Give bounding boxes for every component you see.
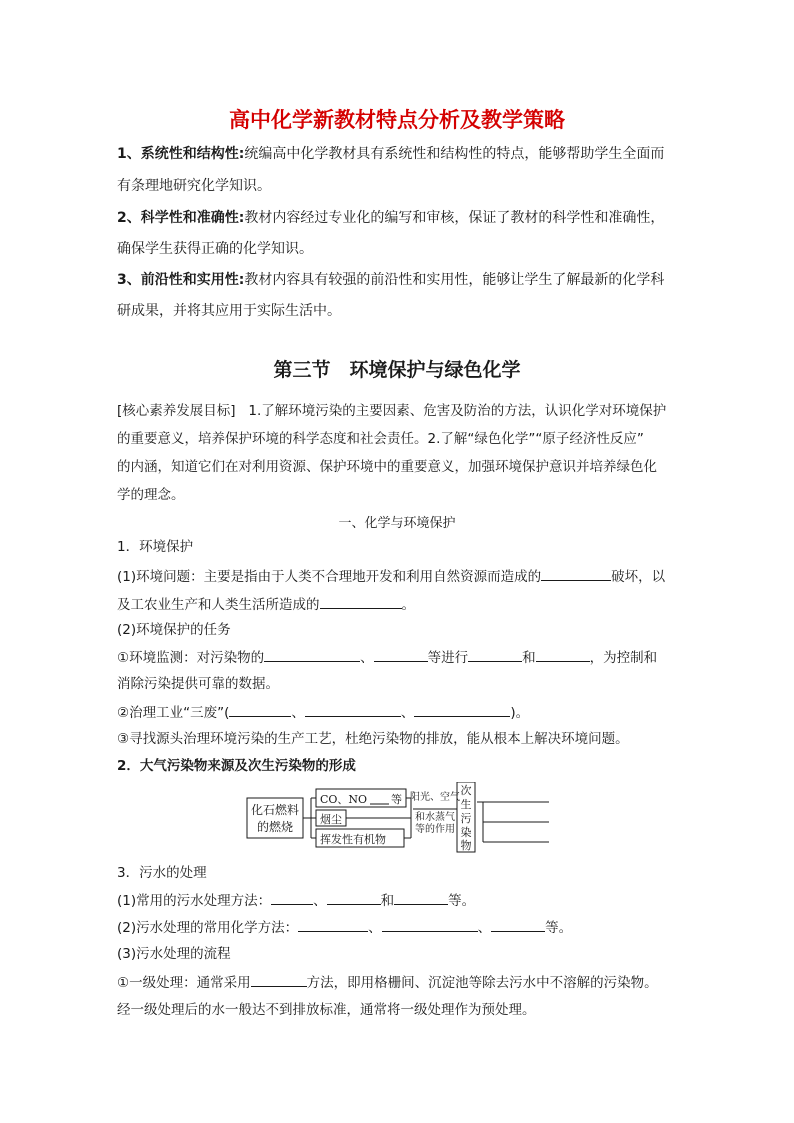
blank-m2-2[interactable]: [305, 702, 401, 717]
feature-1-label: 系统性和结构性:: [140, 146, 245, 162]
p1-text-c: 和: [380, 893, 395, 909]
part1-q2: (2)环境保护的任务: [117, 622, 231, 638]
m1-text-b: 、: [360, 650, 374, 666]
q1-text-c: 及工农业生产和人类生活所造成的: [117, 597, 320, 613]
blank-p1-2[interactable]: [327, 890, 381, 905]
document-title: 高中化学新教材特点分析及教学策略: [229, 108, 565, 132]
blank-p1-1[interactable]: [271, 890, 313, 905]
feature-1-line1: [117, 144, 692, 164]
source-treatment-line: ③寻找源头治理环境污染的生产工艺，杜绝污染物的排放，能从根本上解决环境问题。: [117, 731, 629, 747]
s1-text-b: 方法，即用格栅间、沉淀池等除去污水中不溶解的污染物。: [306, 975, 658, 991]
section-title: 第三节 环境保护与绿色化学: [273, 359, 521, 381]
subheading: 一、化学与环境保护: [338, 516, 456, 531]
feature-2-line1: [117, 208, 692, 228]
goals-text-1: 1.了解环境污染的主要因素、危害及防治的方法，认识化学对环境保护: [248, 403, 667, 419]
source-label-2: 的燃烧: [256, 820, 294, 834]
feature-1-line2: 有条理地研究化学知识。: [117, 178, 271, 194]
result-char-1: 次: [460, 784, 472, 797]
blank-m2-3[interactable]: [414, 702, 510, 717]
three-wastes-line: [117, 702, 692, 723]
feature-1-num: 1、: [117, 146, 141, 162]
blank-q1-1[interactable]: [541, 566, 611, 581]
p2-text-a: (2)污水处理的常用化学方法：: [117, 920, 299, 936]
p2-text-d: 等。: [545, 920, 573, 936]
item-dust-label: 烟尘: [320, 813, 342, 826]
p3-line: (3)污水处理的流程: [117, 946, 231, 962]
p2-line: [117, 917, 692, 938]
part1-q1-line2: [117, 594, 692, 615]
q1-text-b: 破坏，以: [611, 569, 666, 585]
item-voc-label: 挥发性有机物: [320, 833, 386, 846]
m2-text-d: )。: [510, 705, 530, 721]
p1-text-b: 、: [313, 893, 327, 909]
blank-p2-1[interactable]: [298, 917, 368, 932]
part1-q1-line1: [117, 566, 692, 587]
goals-line3: 的内涵，知道它们在对利用资源、保护环境中的重要意义，加强环境保护意识并培养绿色化: [117, 459, 657, 475]
goals-line4: 学的理念。: [117, 487, 185, 503]
monitor-line1: [117, 647, 692, 668]
m1-text-e: ，为控制和: [589, 650, 658, 666]
blank-p2-2[interactable]: [382, 917, 478, 932]
item-co-no-tail: 等: [391, 793, 402, 806]
goals-tag: [核心素养发展目标]: [117, 403, 236, 419]
p2-text-c: 、: [477, 920, 492, 936]
air-pollution-diagram: [245, 782, 555, 854]
p2-text-b: 、: [368, 920, 382, 936]
blank-p1-3[interactable]: [394, 890, 448, 905]
blank-p2-3[interactable]: [491, 917, 545, 932]
feature-3-label: 前沿性和实用性:: [140, 272, 245, 288]
blank-q1-2[interactable]: [320, 594, 402, 609]
q1-text-a: (1)环境问题：主要是指由于人类不合理地开发和利用自然资源而造成的: [117, 569, 542, 585]
blank-m1-2[interactable]: [374, 647, 428, 662]
result-char-3: 污: [460, 812, 472, 825]
m1-text-d: 和: [522, 650, 536, 666]
blank-m1-4[interactable]: [536, 647, 590, 662]
goals-line2: 的重要意义，培养保护环境的科学态度和社会责任。2.了解“绿色化学”“原子经济性反应”: [117, 431, 644, 447]
condition-line-1: 阳光、空气: [410, 792, 460, 803]
p1-text-d: 等。: [448, 893, 476, 909]
p1-line: [117, 890, 692, 911]
feature-2-label: 科学性和准确性:: [140, 210, 245, 226]
s1-line2: 经一级处理后的水一般达不到排放标准，通常将一级处理作为预处理。: [117, 1002, 536, 1018]
part2-heading: 2．大气污染物来源及次生污染物的形成: [117, 758, 356, 774]
m1-text-a: ①环境监测：对污染物的: [117, 650, 265, 666]
m2-text-a: ②治理工业“三废”(: [117, 705, 230, 721]
monitor-line2: 消除污染提供可靠的数据。: [117, 676, 279, 692]
m1-text-c: 等进行: [427, 650, 469, 666]
condition-line-3: 等的作用: [415, 824, 455, 835]
result-char-5: 物: [460, 839, 472, 852]
feature-2-text: 教材内容经过专业化的编写和审核，保证了教材的科学性和准确性，: [244, 210, 665, 226]
feature-3-text: 教材内容具有较强的前沿性和实用性，能够让学生了解最新的化学科: [244, 272, 665, 288]
result-char-4: 染: [460, 826, 472, 839]
feature-3-line1: [117, 270, 692, 290]
blank-m1-3[interactable]: [468, 647, 522, 662]
result-char-2: 生: [460, 798, 472, 811]
goals-line1: [117, 401, 692, 421]
blank-m2-1[interactable]: [229, 702, 291, 717]
part1-heading: 1．环境保护: [117, 539, 194, 555]
m2-text-c: 、: [400, 705, 415, 721]
s1-line1: [117, 972, 692, 993]
s1-text-a: ①一级处理：通常采用: [117, 975, 251, 991]
feature-3-num: 3、: [117, 272, 141, 288]
feature-2-line2: 确保学生获得正确的化学知识。: [117, 241, 313, 257]
q1-text-d: 。: [401, 597, 415, 613]
blank-m1-1[interactable]: [264, 647, 360, 662]
blank-s1-1[interactable]: [251, 972, 307, 987]
condition-line-2: 和水蒸气: [415, 812, 455, 823]
p1-text-a: (1)常用的污水处理方法：: [117, 893, 272, 909]
item-co-no-label: CO、NO: [320, 793, 368, 806]
source-label-1: 化石燃料: [250, 803, 300, 817]
part3-heading: 3．污水的处理: [117, 865, 207, 881]
feature-3-line2: 研成果，并将其应用于实际生活中。: [117, 303, 341, 319]
feature-1-text: 统编高中化学教材具有系统性和结构性的特点，能够帮助学生全面而: [244, 146, 665, 162]
feature-2-num: 2、: [117, 210, 141, 226]
m2-text-b: 、: [291, 705, 305, 721]
